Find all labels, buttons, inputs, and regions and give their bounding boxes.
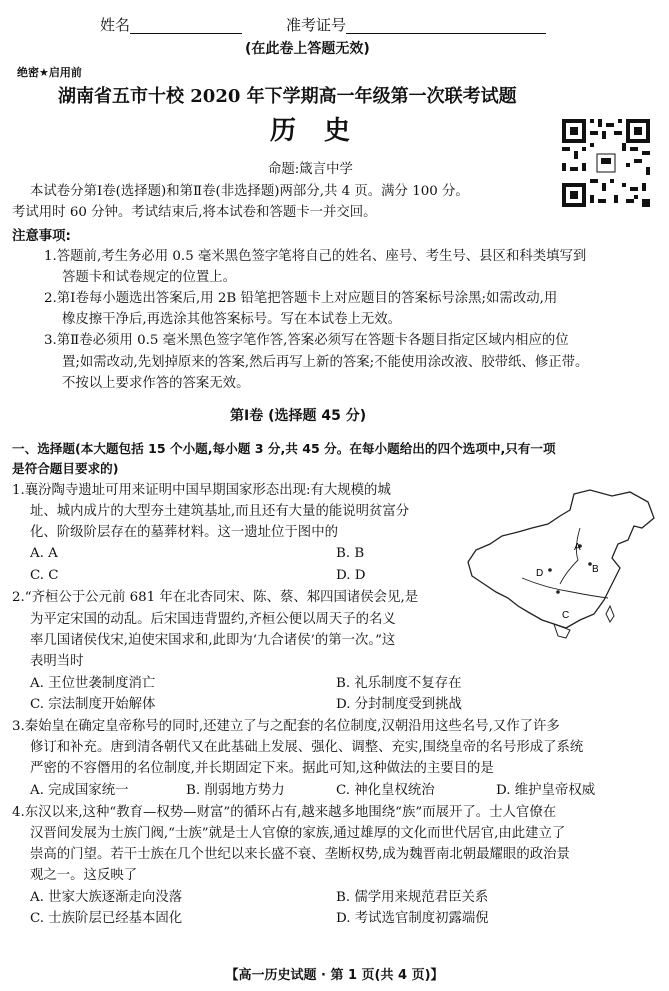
- q4-option-d[interactable]: D. 考试选官制度初露端倪: [336, 911, 489, 926]
- q1-option-a[interactable]: A. A: [30, 546, 58, 561]
- name-label: 姓名: [100, 16, 131, 34]
- question-4-line: 崇高的门望。若干士族在几个世纪以来长盛不衰、垄断权势,成为魏晋南北朝最耀眼的政治景: [30, 847, 570, 862]
- q2-option-b[interactable]: B. 礼乐制度不复存在: [336, 676, 462, 691]
- question-2-line: 率几国诸侯伐宋,迫使宋国求和,此即为‘九合诸侯’的第一次。”这: [30, 633, 396, 648]
- question-2-line: 为平定宋国的动乱。后宋国违背盟约,齐桓公便以周天子的名义: [30, 612, 396, 627]
- q3-option-d[interactable]: D. 维护皇帝权威: [496, 783, 596, 798]
- question-2-line: 表明当时: [30, 654, 84, 669]
- note-line: 橡皮擦干净后,再选涂其他答案标号。写在本试卷上无效。: [62, 312, 402, 327]
- q4-option-c[interactable]: C. 士族阶层已经基本固化: [30, 911, 183, 926]
- id-field: [286, 16, 546, 34]
- note-line: 不按以上要求作答的答案无效。: [62, 376, 250, 391]
- secret-mark: 绝密★启用前: [17, 66, 82, 79]
- part1-title: 第Ⅰ卷 (选择题 45 分): [230, 408, 367, 424]
- q3-option-b[interactable]: B. 削弱地方势力: [186, 783, 285, 798]
- note-line: 1.答题前,考生务必用 0.5 毫米黑色签字笔将自己的姓名、座号、考生号、县区和科类填写到: [44, 249, 587, 264]
- intro-line-2: 考试用时 60 分钟。考试结束后,将本试卷和答题卡一并交回。: [12, 205, 377, 220]
- part1-instr-2: 是符合题目要求的): [12, 461, 119, 476]
- q4-option-a[interactable]: A. 世家大族逐渐走向没落: [30, 890, 183, 905]
- question-4-line: 汉晋间发展为士族门阀,“士族”就是士人官僚的家族,通过雄厚的文化而世代居官,由此建立了: [30, 826, 566, 841]
- question-4-line: 4.东汉以来,这种“教育—权势—财富”的循环占有,越来越多地围绕“族”而展开了。士人官僚在: [12, 805, 557, 820]
- q1-option-d[interactable]: D. D: [336, 568, 366, 583]
- question-1-line: 1.襄汾陶寺遗址可用来证明中国早期国家形态出现:有大规模的城: [12, 483, 391, 498]
- q1-option-b[interactable]: B. B: [336, 546, 365, 561]
- question-2-line: 2.“齐桓公于公元前 681 年在北杏同宋、陈、蔡、邾四国诸侯会见,是: [12, 590, 419, 605]
- qr-code: [560, 117, 652, 209]
- china-map: [462, 488, 658, 650]
- note-line: 2.第Ⅰ卷每小题选出答案后,用 2B 铅笔把答题卡上对应题目的答案标号涂黑;如需改动,用: [44, 291, 558, 306]
- note-line: 置;如需改动,先划掉原来的答案,然后再写上新的答案;不能使用涂改液、胶带纸、修正带。: [62, 355, 589, 370]
- id-blank: [346, 17, 546, 34]
- name-blank: [130, 17, 242, 34]
- question-3-line: 3.秦始皇在确定皇帝称号的同时,还建立了与之配套的名位制度,汉朝沿用这些名号,又作了许多: [12, 719, 560, 734]
- map-label-a: A: [574, 542, 581, 553]
- question-1-line: 址、城内成片的大型夯土建筑基址,而且还有大量的能说明贫富分: [30, 504, 410, 519]
- q1-option-c[interactable]: C. C: [30, 568, 59, 583]
- invalid-notice: (在此卷上答题无效): [245, 41, 370, 57]
- part1-instr-1: 一、选择题(本大题包括 15 个小题,每小题 3 分,共 45 分。在每小题给出的四个选项中,只有一项: [12, 441, 556, 456]
- q3-option-c[interactable]: C. 神化皇权统治: [336, 783, 435, 798]
- map-label-b: B: [592, 564, 599, 575]
- page-footer: 【高一历史试题 · 第 1 页(共 4 页)】: [225, 968, 444, 983]
- question-3-line: 严密的不容僭用的名位制度,并长期固定下来。据此可知,这种做法的主要目的是: [30, 761, 494, 776]
- id-label: 准考证号: [286, 16, 347, 34]
- q2-option-d[interactable]: D. 分封制度受到挑战: [336, 697, 462, 712]
- q2-option-c[interactable]: C. 宗法制度开始解体: [30, 697, 156, 712]
- map-label-d: D: [536, 568, 544, 579]
- exam-title: 湖南省五市十校 2020 年下学期高一年级第一次联考试题: [58, 86, 517, 107]
- question-4-line: 观之一。这反映了: [30, 868, 138, 883]
- note-line: 答题卡和试卷规定的位置上。: [62, 270, 237, 285]
- question-3-line: 修订和补充。唐到清各朝代又在此基础上发展、强化、调整、充实,围绕皇帝的名号形成了系统: [30, 740, 584, 755]
- q3-option-a[interactable]: A. 完成国家统一: [30, 783, 129, 798]
- notes-heading: 注意事项:: [12, 229, 71, 244]
- question-1-line: 化、阶级阶层存在的墓葬材料。这一遗址位于图中的: [30, 525, 338, 540]
- map-label-c: C: [562, 610, 570, 621]
- name-field: [100, 16, 242, 34]
- intro-line-1: 本试卷分第Ⅰ卷(选择题)和第Ⅱ卷(非选择题)两部分,共 4 页。满分 100 分。: [30, 184, 469, 199]
- q2-option-a[interactable]: A. 王位世袭制度消亡: [30, 676, 156, 691]
- author-line: 命题:箴言中学: [268, 162, 353, 177]
- note-line: 3.第Ⅱ卷必须用 0.5 毫米黑色签字笔作答,答案必须写在答题卡各题目指定区域内相应的位: [44, 333, 569, 348]
- q4-option-b[interactable]: B. 儒学用来规范君臣关系: [336, 890, 489, 905]
- subject-title: 历史: [270, 116, 379, 146]
